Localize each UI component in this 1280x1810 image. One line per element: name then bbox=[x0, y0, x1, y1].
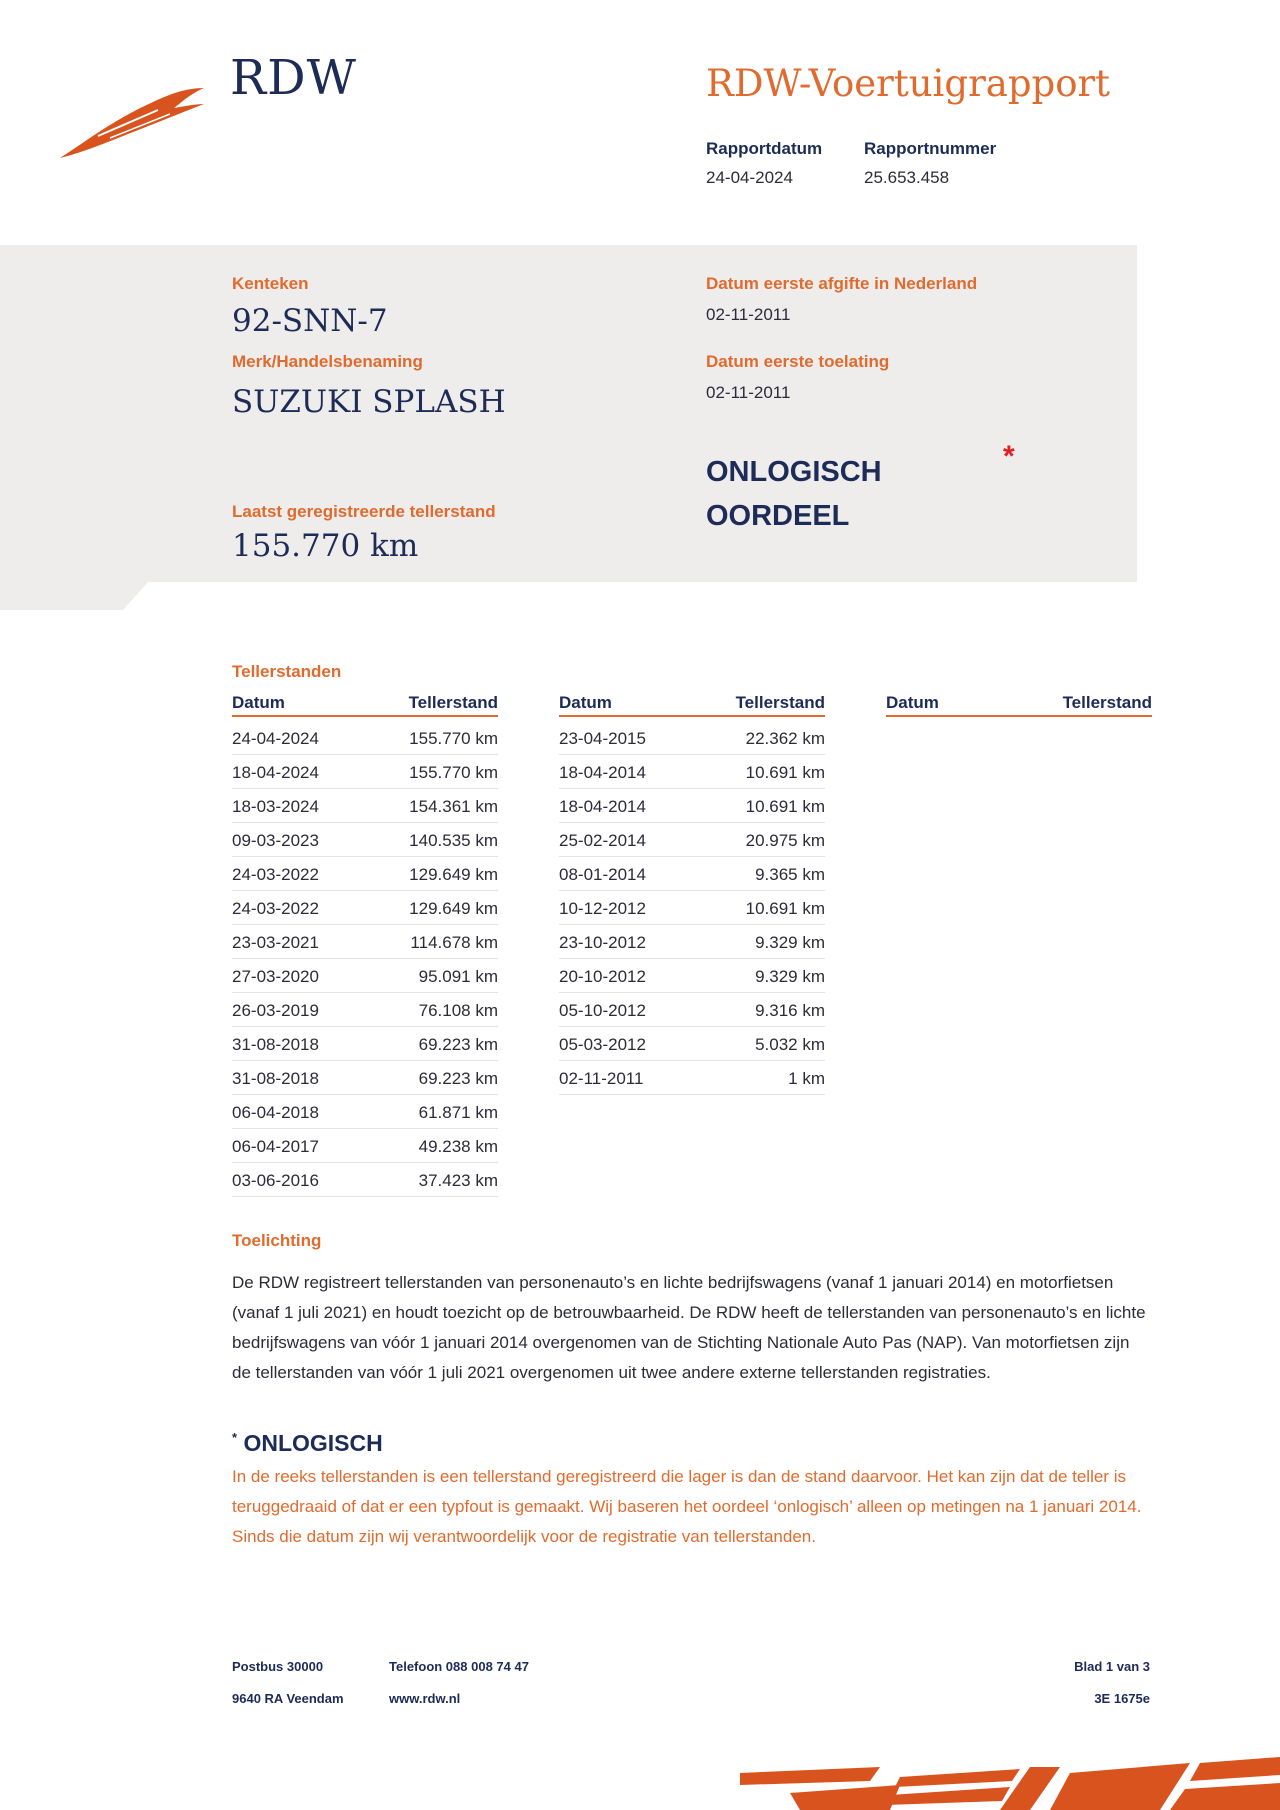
logo-text: RDW bbox=[230, 50, 357, 106]
row-odometer: 9.329 km bbox=[755, 933, 825, 952]
table-row bbox=[232, 1163, 498, 1197]
verdict bbox=[706, 450, 882, 538]
table-row bbox=[232, 1129, 498, 1163]
row-date: 23-04-2015 bbox=[559, 729, 646, 748]
report-title: RDW-Voertuigrapport bbox=[706, 62, 1111, 105]
first-admission-label: Datum eerste toelating bbox=[706, 352, 890, 371]
row-date: 18-04-2014 bbox=[559, 763, 646, 782]
odometer-header: Tellerstand bbox=[1062, 693, 1152, 712]
toelichting-text: De RDW registreert tellerstanden van personenauto’s en lichte bedrijfswagens (vanaf 1 januari 2014) en motorfietsen (vanaf 1 juli 2021) en houdt toezicht op de betrouwbaarheid. De RDW heeft de tellerstanden van personenauto’s en lichte bedrijfswagens van vóór 1 januari 2014 overgenomen van de Stichting Nationale Auto Pas (NAP). Van motorfietsen zijn de tellerstanden van vóór 1 juli 2021 overgenomen uit twee andere externe tellerstanden registraties. bbox=[232, 1273, 1146, 1382]
row-odometer: 9.316 km bbox=[755, 1001, 825, 1020]
table-header-col-1 bbox=[232, 691, 498, 717]
kenteken-value: 92-SNN-7 bbox=[232, 303, 388, 339]
table-row bbox=[559, 1027, 825, 1061]
verdict-line-1: ONLOGISCH bbox=[706, 456, 882, 488]
table-row bbox=[232, 789, 498, 823]
row-date: 24-04-2024 bbox=[232, 729, 319, 748]
row-odometer: 1 km bbox=[788, 1069, 825, 1088]
date-header: Datum bbox=[559, 693, 612, 712]
row-odometer: 37.423 km bbox=[418, 1171, 498, 1190]
summary-panel-tab bbox=[0, 580, 150, 610]
row-date: 18-04-2024 bbox=[232, 763, 319, 782]
row-date: 06-04-2018 bbox=[232, 1103, 319, 1122]
row-date: 02-11-2011 bbox=[559, 1069, 644, 1088]
row-odometer: 61.871 km bbox=[418, 1103, 498, 1122]
row-odometer: 76.108 km bbox=[418, 1001, 498, 1020]
row-date: 24-03-2022 bbox=[232, 865, 319, 884]
table-row bbox=[232, 1095, 498, 1129]
row-odometer: 69.223 km bbox=[418, 1035, 498, 1054]
odometer-header: Tellerstand bbox=[408, 693, 498, 712]
row-odometer: 10.691 km bbox=[745, 763, 825, 782]
table-header-col-2 bbox=[559, 691, 825, 717]
table-row bbox=[232, 721, 498, 755]
row-date: 25-02-2014 bbox=[559, 831, 646, 850]
row-odometer: 114.678 km bbox=[410, 933, 498, 952]
row-date: 06-04-2017 bbox=[232, 1137, 319, 1156]
rdw-stripes-decoration-icon bbox=[730, 1755, 1280, 1810]
merk-label: Merk/Handelsbenaming bbox=[232, 352, 423, 371]
date-header: Datum bbox=[886, 693, 939, 712]
row-date: 03-06-2016 bbox=[232, 1171, 319, 1190]
first-issue-value: 02-11-2011 bbox=[706, 305, 791, 324]
tellerstanden-heading: Tellerstanden bbox=[232, 662, 342, 681]
first-admission-value: 02-11-2011 bbox=[706, 383, 791, 402]
table-row bbox=[232, 755, 498, 789]
row-odometer: 140.535 km bbox=[409, 831, 498, 850]
row-date: 31-08-2018 bbox=[232, 1069, 319, 1088]
report-date-label: Rapportdatum bbox=[706, 139, 823, 158]
last-odometer-label: Laatst geregistreerde tellerstand bbox=[232, 502, 496, 521]
table-row bbox=[559, 755, 825, 789]
row-odometer: 9.365 km bbox=[755, 865, 825, 884]
row-odometer: 129.649 km bbox=[409, 865, 498, 884]
row-date: 26-03-2019 bbox=[232, 1001, 319, 1020]
table-row bbox=[559, 823, 825, 857]
report-date-value: 24-04-2024 bbox=[706, 168, 793, 187]
rdw-logo-icon bbox=[58, 80, 208, 162]
row-odometer: 95.091 km bbox=[418, 967, 498, 986]
row-odometer: 10.691 km bbox=[745, 899, 825, 918]
table-row bbox=[232, 925, 498, 959]
row-odometer: 9.329 km bbox=[755, 967, 825, 986]
table-row bbox=[559, 959, 825, 993]
footer-page-number: Blad 1 van 3 bbox=[1074, 1659, 1150, 1674]
row-date: 05-03-2012 bbox=[559, 1035, 646, 1054]
table-row bbox=[559, 721, 825, 755]
toelichting-heading: Toelichting bbox=[232, 1231, 322, 1250]
onlogisch-text: In de reeks tellerstanden is een tellerstand geregistreerd die lager is dan de stand daarvoor. Het kan zijn dat de teller is teruggedraaid of dat er een typfout is gemaakt. Wij baseren het oordeel ‘onlogisch’ alleen op metingen na 1 januari 2014. Sinds die datum zijn wij verantwoordelijk voor de registratie van tellerstanden. bbox=[232, 1467, 1142, 1546]
table-row bbox=[232, 1027, 498, 1061]
odometer-header: Tellerstand bbox=[735, 693, 825, 712]
row-date: 20-10-2012 bbox=[559, 967, 646, 986]
row-odometer: 20.975 km bbox=[745, 831, 825, 850]
last-odometer-value: 155.770 km bbox=[232, 528, 419, 564]
table-row bbox=[559, 891, 825, 925]
row-date: 24-03-2022 bbox=[232, 899, 319, 918]
table-row bbox=[559, 857, 825, 891]
row-date: 05-10-2012 bbox=[559, 1001, 646, 1020]
table-header-col-3 bbox=[886, 691, 1152, 717]
row-odometer: 154.361 km bbox=[409, 797, 498, 816]
kenteken-label: Kenteken bbox=[232, 274, 309, 293]
date-header: Datum bbox=[232, 693, 285, 712]
table-row bbox=[559, 789, 825, 823]
verdict-asterisk: * bbox=[1003, 440, 1015, 473]
odometer-list-col-2 bbox=[559, 721, 825, 1095]
table-row bbox=[232, 1061, 498, 1095]
row-odometer: 5.032 km bbox=[755, 1035, 825, 1054]
table-row bbox=[232, 891, 498, 925]
row-date: 18-04-2014 bbox=[559, 797, 646, 816]
row-odometer: 69.223 km bbox=[418, 1069, 498, 1088]
table-row bbox=[559, 993, 825, 1027]
footer-website-link[interactable]: www.rdw.nl bbox=[389, 1691, 461, 1706]
merk-value: SUZUKI SPLASH bbox=[232, 384, 506, 420]
row-date: 10-12-2012 bbox=[559, 899, 646, 918]
row-odometer: 155.770 km bbox=[409, 763, 498, 782]
row-date: 09-03-2023 bbox=[232, 831, 319, 850]
odometer-list-col-1 bbox=[232, 721, 498, 1197]
table-row bbox=[232, 959, 498, 993]
first-issue-label: Datum eerste afgifte in Nederland bbox=[706, 274, 978, 293]
report-number-label: Rapportnummer bbox=[864, 139, 997, 158]
footer-code: 3E 1675e bbox=[1094, 1691, 1150, 1706]
footer-postbus: Postbus 30000 bbox=[232, 1659, 324, 1674]
row-odometer: 129.649 km bbox=[409, 899, 498, 918]
table-row bbox=[559, 925, 825, 959]
row-date: 08-01-2014 bbox=[559, 865, 646, 884]
footer-phone: Telefoon 088 008 74 47 bbox=[389, 1659, 529, 1674]
onlogisch-heading-text: ONLOGISCH bbox=[243, 1430, 383, 1456]
footer-city: 9640 RA Veendam bbox=[232, 1691, 344, 1706]
summary-panel bbox=[0, 245, 1137, 582]
row-date: 31-08-2018 bbox=[232, 1035, 319, 1054]
table-row bbox=[232, 993, 498, 1027]
row-date: 23-03-2021 bbox=[232, 933, 319, 952]
report-number-value: 25.653.458 bbox=[864, 168, 950, 187]
verdict-line-2: OORDEEL bbox=[706, 500, 850, 532]
row-date: 23-10-2012 bbox=[559, 933, 646, 952]
table-row bbox=[559, 1061, 825, 1095]
row-date: 18-03-2024 bbox=[232, 797, 319, 816]
row-odometer: 10.691 km bbox=[745, 797, 825, 816]
row-odometer: 49.238 km bbox=[418, 1137, 498, 1156]
onlogisch-asterisk: * bbox=[232, 1430, 238, 1445]
onlogisch-heading bbox=[232, 1430, 383, 1457]
table-row bbox=[232, 857, 498, 891]
row-date: 27-03-2020 bbox=[232, 967, 319, 986]
table-row bbox=[232, 823, 498, 857]
row-odometer: 155.770 km bbox=[409, 729, 498, 748]
row-odometer: 22.362 km bbox=[745, 729, 825, 748]
